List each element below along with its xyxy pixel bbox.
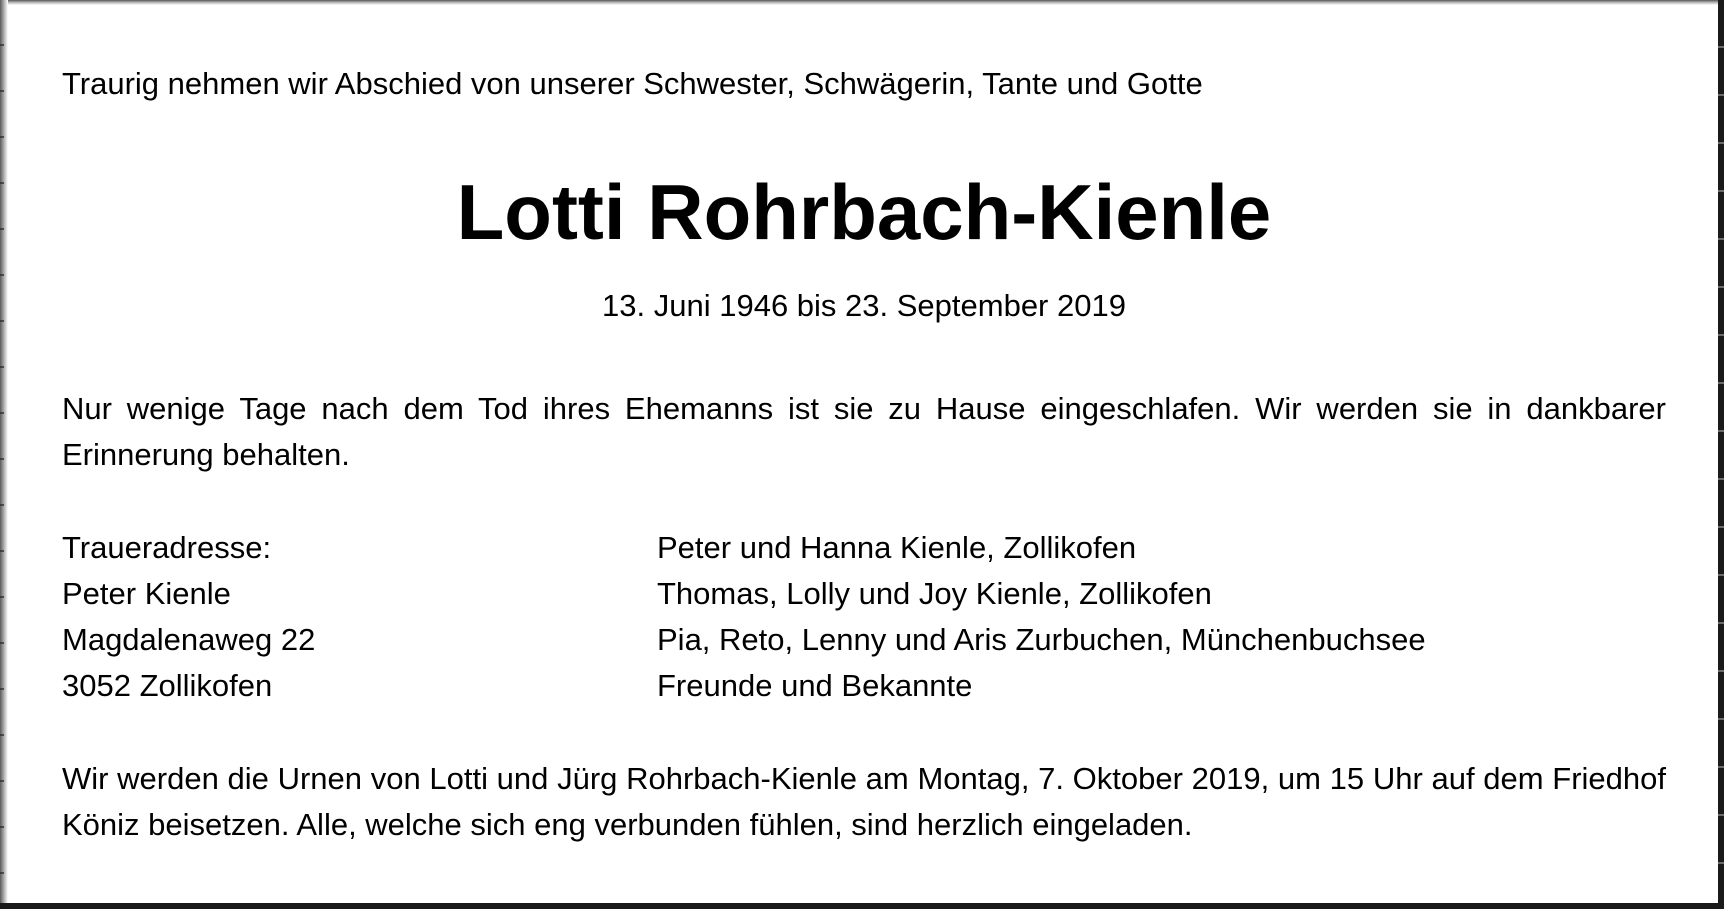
obituary-notice <box>62 0 1666 909</box>
mourner-entry: Freunde und Bekannte <box>657 668 973 703</box>
mourner-entry: Thomas, Lolly und Joy Kienle, Zollikofen <box>657 576 1212 611</box>
page-left-edge-marks <box>0 0 4 909</box>
mourner-entry: Peter und Hanna Kienle, Zollikofen <box>657 530 1137 565</box>
intro-line: Traurig nehmen wir Abschied von unserer Schwester, Schwägerin, Tante und Gotte <box>62 66 1203 101</box>
address-line: 3052 Zollikofen <box>62 668 273 703</box>
mourners-list <box>657 525 1657 709</box>
deceased-name: Lotti Rohrbach-Kienle <box>456 168 1272 256</box>
mourning-address <box>62 525 622 709</box>
address-heading: Traueradresse: <box>62 530 272 565</box>
page-right-border-marks <box>1718 0 1724 909</box>
life-dates: 13. Juni 1946 bis 23. September 2019 <box>602 288 1126 323</box>
address-line: Peter Kienle <box>62 576 231 611</box>
mourner-entry: Pia, Reto, Lenny und Aris Zurbuchen, Münchenbuchsee <box>657 622 1426 657</box>
address-line: Magdalenaweg 22 <box>62 622 316 657</box>
burial-paragraph: Wir werden die Urnen von Lotti und Jürg Rohrbach-Kienle am Montag, 7. Oktober 2019, um 15 Uhr auf dem Friedhof Köniz beisetzen. Alle, welche sich eng verbunden fühlen, sind herzlich eingeladen. <box>62 761 1666 842</box>
remembrance-paragraph: Nur wenige Tage nach dem Tod ihres Ehemanns ist sie zu Hause eingeschlafen. Wir werden sie in dankbarer Erinnerung behalten. <box>62 391 1666 472</box>
